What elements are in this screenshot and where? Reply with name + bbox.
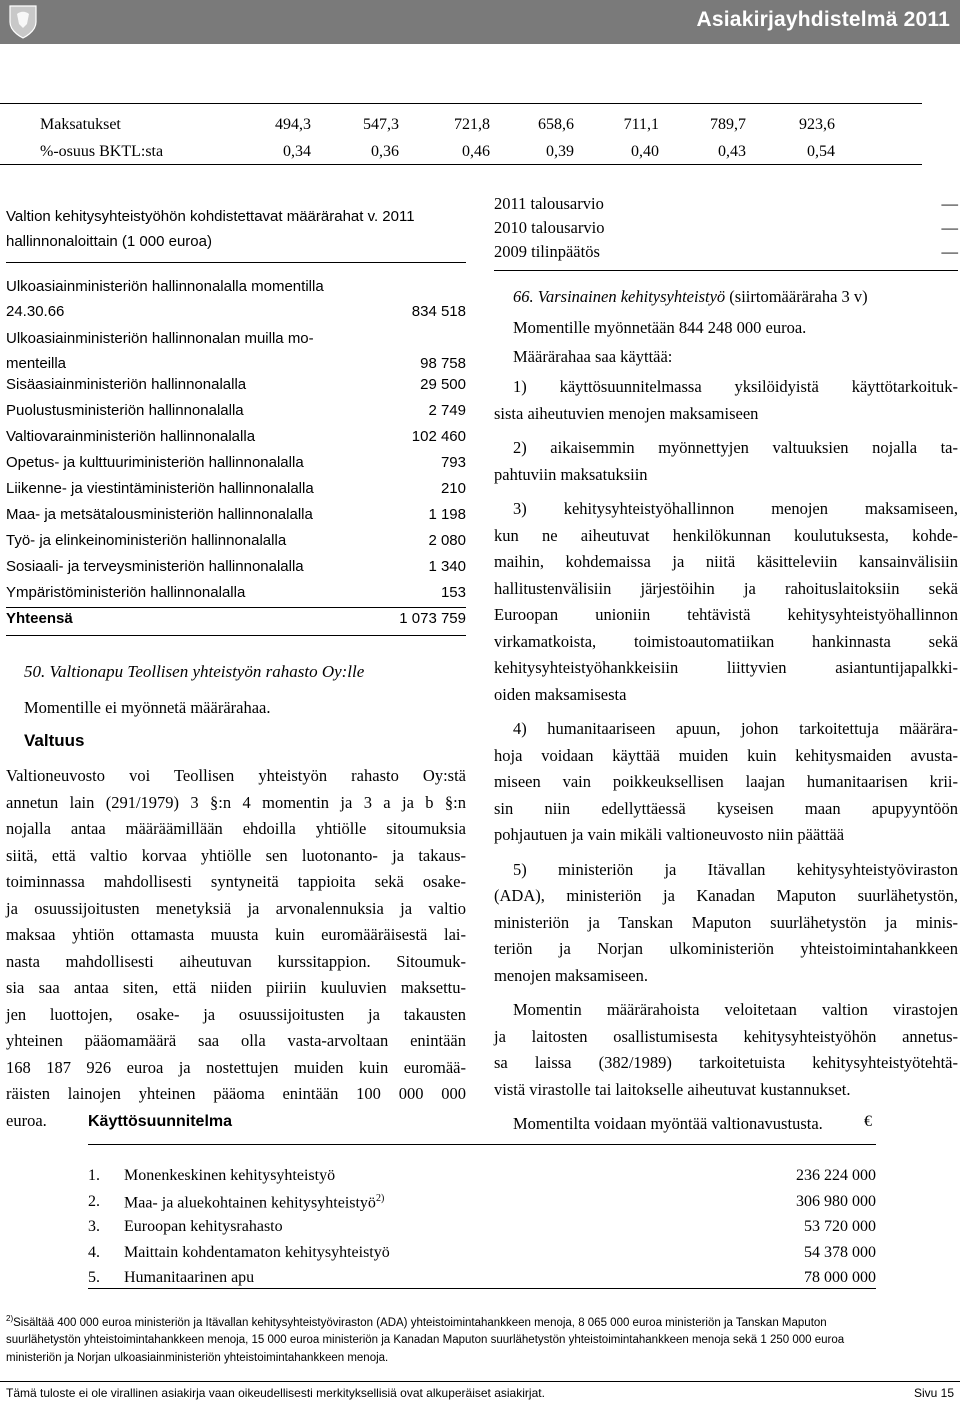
allocation-row xyxy=(6,580,466,605)
valtuus-heading: Valtuus xyxy=(24,731,85,750)
allocation-value: 2 080 xyxy=(428,532,466,549)
plan-row xyxy=(88,1218,876,1243)
valtuus-line: toiminnassa mahdollisesti syntyneitä tappioita sekä osake- xyxy=(6,872,466,891)
body-line: oiden maksamisesta xyxy=(494,684,627,704)
stat-cell: 547,3 xyxy=(363,116,399,133)
valtuus-line: siitä, että valtio korvaa yhtiölle sen luotonanto- ja takaus- xyxy=(6,845,466,865)
body-line: pohjautuen ja vain mikäli valtioneuvosto niin päättää xyxy=(494,825,845,844)
allocation-header-rule xyxy=(6,262,466,263)
footnote-text: suurlähetystön yhteistoimintahankkeen menoja, 15 000 euroa ministeriön ja Kanadan Maputon suurlähetystön yhteistoimintahankkeen menoja sekä 1 250 000 euroa xyxy=(6,1334,845,1347)
plan-row-label-text: Maa- ja aluekohtainen kehitysyhteistyö xyxy=(124,1193,376,1211)
allocation-table-title: Valtion kehitysyhteistyöhön kohdistettavat määrärahat v. 2011 hallinnonaloittain (1 000 euroa) xyxy=(6,208,415,250)
body-line: sista aiheutuvien menojen maksamiseen xyxy=(494,403,759,423)
plan-row-label xyxy=(124,1193,384,1212)
plan-row-value: 53 720 000 xyxy=(804,1218,876,1235)
allocation-label: Sisäasiainministeriön hallinnonalalla xyxy=(6,376,247,393)
allocation-row xyxy=(6,274,466,324)
allocation-label-cont: menteilla xyxy=(6,355,67,372)
valtuus-line: yhteinen pääomamäärä saa olla vasta-arvoltaan enintään xyxy=(6,1031,466,1050)
footnote-mark: 2) xyxy=(6,1314,14,1323)
total-value: 1 073 759 xyxy=(399,610,466,627)
valtuus-paragraph xyxy=(6,763,466,1134)
footnote-text: Sisältää 400 000 euroa ministeriön ja Itävallan kehitysyhteistyöviraston (ADA) yhteistoimintahankkeen menoja, 8 065 000 euroa ministeriön ja Tanskan Maputon xyxy=(13,1316,827,1329)
page-header xyxy=(0,0,960,44)
plan-row xyxy=(88,1193,876,1218)
valtuus-line: ja osuussijoitusten menetyksiä ja arvonalennuksia ja valtio xyxy=(6,898,466,918)
section-50-heading: 50. Valtionapu Teollisen yhteistyön rahasto Oy:lle xyxy=(24,662,365,681)
budget-label: 2010 talousarvio xyxy=(494,218,605,237)
allocation-table xyxy=(6,274,466,634)
stat-row-label: Maksatukset xyxy=(40,116,121,133)
allocation-label: Ulkoasiainministeriön hallinnonalalla momentilla xyxy=(6,278,324,295)
allocation-value: 2 749 xyxy=(428,402,466,419)
plan-title: Käyttösuunnitelma xyxy=(88,1113,233,1130)
allocation-label: Maa- ja metsätalousministeriön hallinnonalalla xyxy=(6,506,313,523)
stat-cell: 0,43 xyxy=(718,143,746,160)
valtuus-line: maksaa yhtiön ottamasta muusta kuin euromääräisestä lai- xyxy=(6,925,466,944)
plan-header-rule xyxy=(88,1144,876,1145)
body-line: Momentin määrärahoista veloitetaan valtion virastojen xyxy=(513,1000,958,1019)
allocation-row xyxy=(6,450,466,475)
body-line: pahtuviin maksatuksiin xyxy=(494,464,648,484)
allocation-row xyxy=(6,528,466,553)
allocation-row xyxy=(6,554,466,579)
footnote-line xyxy=(6,1332,956,1350)
footnote-text: ministeriön ja Norjan ulkoasiainministeriön yhteistoimintahankkeen menoja. xyxy=(6,1351,389,1364)
budget-summary xyxy=(494,194,958,272)
allocation-row xyxy=(6,424,466,449)
allocation-value: 98 758 xyxy=(420,355,466,372)
plan-row-label-text: Monenkeskinen kehitysyhteistyö xyxy=(124,1167,336,1184)
plan-row-number: 2. xyxy=(88,1192,100,1210)
valtuus-line: sia saa antaa siten, että niiden piiriin kuuluvien maksettu- xyxy=(6,978,466,997)
body-line: (ADA), ministeriön ja Kanadan Maputon suurlähetystön, xyxy=(494,886,958,905)
plan-row-label-text: Maittain kohdentamaton kehitysyhteistyö xyxy=(124,1243,390,1261)
document-title: Asiakirjayhdistelmä 2011 xyxy=(696,8,950,31)
body-line: menojen maksamiseen. xyxy=(494,965,648,985)
usage-intro: Määrärahaa saa käyttää: xyxy=(513,347,673,366)
valtuus-line: nojalla antaa määräämillään ehdoilla yhtiölle sitoumuksia xyxy=(6,819,466,838)
body-line: miseen vain poikkeuksellisen laajan humanitaarisen krii- xyxy=(494,772,958,791)
allocation-label: Sosiaali- ja terveysministeriön hallinnonalalla xyxy=(6,558,304,575)
body-line: 1) käyttösuunnitelmassa yksilöidyistä käyttötarkoituk- xyxy=(513,377,958,396)
budget-label: 2011 talousarvio xyxy=(494,194,604,213)
plan-row xyxy=(88,1167,876,1192)
plan-bottom-rule xyxy=(88,1288,876,1289)
valtuus-line: 168 187 926 euroa ja nostettujen muiden kuin euromää- xyxy=(6,1057,466,1077)
allocation-value: 1 198 xyxy=(428,506,466,523)
footnote xyxy=(6,1310,956,1367)
body-line: ministeriön ja Tanskan Maputon suurlähetystön ja minis- xyxy=(494,912,958,932)
table-top-rule xyxy=(0,103,922,104)
plan-row-number: 1. xyxy=(88,1167,100,1184)
plan-row-value: 306 980 000 xyxy=(796,1192,876,1210)
allocation-total-row xyxy=(6,606,466,632)
stat-cell: 0,39 xyxy=(546,143,574,160)
body-line: teriön ja Norjan ulkoministeriön yhteistoimintahankkeen xyxy=(494,939,958,958)
allocation-value: 210 xyxy=(440,480,466,497)
allocation-row xyxy=(6,398,466,423)
section-66-suffix: (siirtomääräraha 3 v) xyxy=(729,287,868,306)
footer-rule xyxy=(0,1381,960,1382)
budget-label: 2009 tilinpäätös xyxy=(494,242,600,261)
allocation-value: 29 500 xyxy=(420,376,466,393)
plan-row-footnote-ref: 2) xyxy=(375,1192,385,1204)
allocation-value: 102 460 xyxy=(411,428,466,445)
stat-cell: 494,3 xyxy=(275,116,311,133)
plan-row-label-text: Humanitaarinen apu xyxy=(124,1269,255,1286)
stat-cell: 0,40 xyxy=(631,143,659,160)
body-line: hallitustenvälisiin järjestöihin ja rahoituslaitoksiin sekä xyxy=(494,578,958,598)
allocation-label: Työ- ja elinkeinoministeriön hallinnonalalla xyxy=(6,532,287,549)
stat-cell: 658,6 xyxy=(538,116,574,133)
plan-row-label xyxy=(124,1218,283,1236)
body-line: Momentilta voidaan myöntää valtionavustusta. xyxy=(513,1114,823,1133)
valtuus-line: annetun lain (291/1979) 3 §:n 4 momentin ja 3 a ja b §:n xyxy=(6,792,466,812)
plan-row-value: 78 000 000 xyxy=(804,1269,876,1286)
body-line: 3) kehitysyhteistyöhallinnon menojen maksamiseen, xyxy=(513,499,958,518)
budget-value: — xyxy=(941,218,958,237)
body-line: virkamatkoista, toimistoautomatiikan hankinnasta sekä xyxy=(494,631,958,651)
budget-value: — xyxy=(941,194,958,213)
plan-row-value: 236 224 000 xyxy=(796,1167,876,1184)
valtuus-line: Valtioneuvosto voi Teollisen yhteistyön rahasto Oy:stä xyxy=(6,766,466,785)
budget-rule xyxy=(494,270,958,271)
table-bottom-rule xyxy=(0,164,922,165)
plan-row-number: 5. xyxy=(88,1269,100,1286)
plan-row-number: 3. xyxy=(88,1218,100,1235)
plan-row-value: 54 378 000 xyxy=(804,1243,876,1261)
body-line: 5) ministeriön ja Itävallan kehitysyhteistyöviraston xyxy=(513,859,958,879)
allocation-label: Valtiovarainministeriön hallinnonalalla xyxy=(6,428,256,445)
appropriation-line: Momentille myönnetään 844 248 000 euroa. xyxy=(513,318,807,337)
body-line: 2) aikaisemmin myönnettyjen valtuuksien nojalla ta- xyxy=(513,438,958,457)
allocation-value: 153 xyxy=(440,584,466,601)
section-66-heading xyxy=(513,287,868,307)
allocation-value: 793 xyxy=(440,454,466,471)
plan-row-label xyxy=(124,1244,390,1262)
budget-value: — xyxy=(941,242,958,261)
plan-row-number: 4. xyxy=(88,1243,100,1261)
body-line: kehitysyhteistyöhankkeisiin liittyvien asiantuntijapalkki- xyxy=(494,658,958,677)
body-line: vistä virastolle tai laitokselle aiheutuvat kustannukset. xyxy=(494,1079,851,1099)
section-66-title: 66. Varsinainen kehitysyhteistyö xyxy=(513,287,726,306)
stat-cell: 0,46 xyxy=(462,143,490,160)
valtuus-line: räisten lainojen yhteinen pääoma enintään 100 000 000 xyxy=(6,1084,466,1103)
body-line: ja laitosten osallistumisesta kehitysyhteistyöhön annetus- xyxy=(494,1026,958,1046)
section-50-text: Momentille ei myönnetä määrärahaa. xyxy=(24,698,271,717)
allocation-row xyxy=(6,502,466,527)
page-number: Sivu 15 xyxy=(913,1386,954,1400)
allocation-value: 834 518 xyxy=(411,303,466,320)
allocation-row xyxy=(6,326,466,376)
stat-cell: 711,1 xyxy=(623,116,659,133)
plan-row xyxy=(88,1244,876,1269)
coat-of-arms-icon xyxy=(8,4,38,40)
allocation-label: Liikenne- ja viestintäministeriön hallinnonalalla xyxy=(6,480,314,497)
total-label: Yhteensä xyxy=(6,610,73,627)
body-line: kun ne aiheutuvat henkilökunnan koulutuksesta, kohde- xyxy=(494,525,958,545)
stat-cell: 0,54 xyxy=(807,143,835,160)
footnote-line xyxy=(6,1310,956,1332)
allocation-label: Opetus- ja kulttuuriministeriön hallinnonalalla xyxy=(6,454,304,471)
body-line: 4) humanitaariseen apuun, johon tarkoitettuja määrära- xyxy=(513,719,958,738)
allocation-total-rule-bottom xyxy=(6,635,466,636)
allocation-label-cont: 24.30.66 xyxy=(6,303,65,320)
stat-cell: 923,6 xyxy=(799,116,835,133)
footnote-line xyxy=(6,1350,956,1368)
plan-row-label xyxy=(124,1167,335,1185)
footer-disclaimer: Tämä tuloste ei ole virallinen asiakirja vaan oikeudellisesti merkityksellisiä ovat alkuperäiset asiakirjat. xyxy=(6,1386,545,1400)
body-line: Euroopan unioniin tehtävistä kehitysyhteistyöhallinnon xyxy=(494,605,958,624)
stat-cell: 0,36 xyxy=(371,143,399,160)
body-line: sa laissa (382/1989) tarkoitetuista kehitysyhteistyötehtä- xyxy=(494,1053,958,1072)
body-line: maihin, kohdemaissa ja niitä käsitteleviin kansainvälisiin xyxy=(494,552,958,571)
stat-cell: 789,7 xyxy=(710,116,746,133)
plan-row-label xyxy=(124,1269,254,1287)
allocation-label: Puolustusministeriön hallinnonalalla xyxy=(6,402,244,419)
plan-row xyxy=(88,1269,876,1294)
allocation-row xyxy=(6,476,466,501)
allocation-value: 1 340 xyxy=(428,558,466,575)
allocation-row xyxy=(6,372,466,397)
valtuus-line: nasta mahdollisesti aiheutuvan kurssitappion. Sitoumuk- xyxy=(6,951,466,971)
allocation-label: Ulkoasiainministeriön hallinnonalan muilla mo- xyxy=(6,330,314,347)
allocation-label: Ympäristöministeriön hallinnonalalla xyxy=(6,584,246,601)
valtuus-line: euroa. xyxy=(6,1110,47,1130)
valtuus-line: jen luottojen, osake- ja osuussijoitusten ja takausten xyxy=(6,1004,466,1024)
body-line: sin niin edellyttäessä kyseisen maan apupyyntöön xyxy=(494,798,958,818)
stat-row-label: %-osuus BKTL:sta xyxy=(40,143,164,160)
body-line: hoja voidaan käyttää muiden kuin kehitysmaiden avusta- xyxy=(494,745,958,765)
stat-cell: 0,34 xyxy=(283,143,311,160)
plan-row-label-text: Euroopan kehitysrahasto xyxy=(124,1218,283,1235)
stat-cell: 721,8 xyxy=(454,116,490,133)
plan-currency: € xyxy=(864,1113,872,1130)
